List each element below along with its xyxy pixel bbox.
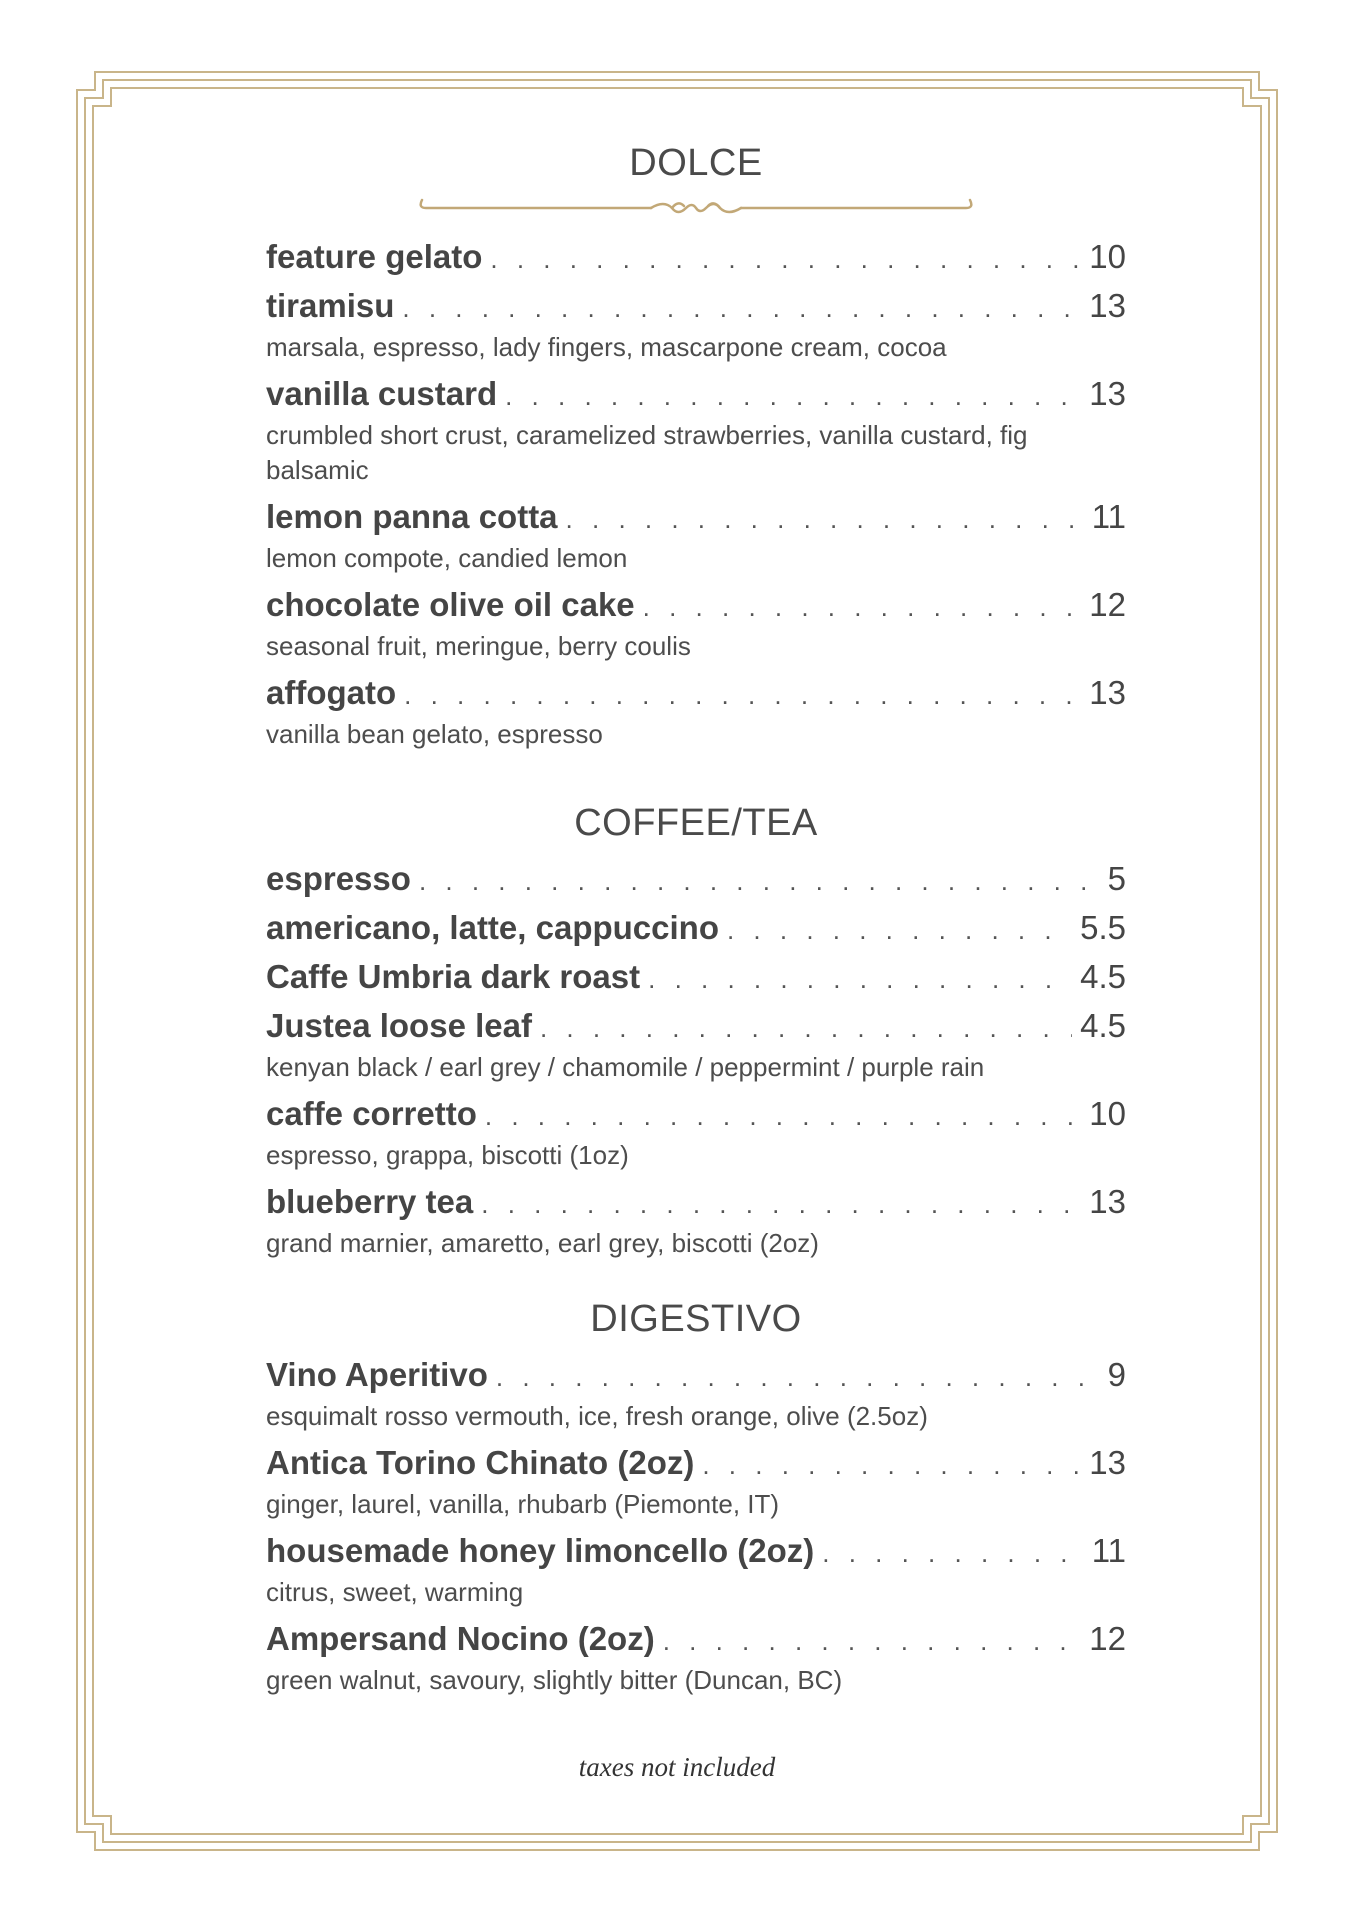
dot-leader: [663, 1617, 1082, 1666]
menu-item-row: [266, 580, 1126, 629]
menu-item-row: [266, 854, 1126, 903]
menu-item-price: 11: [1091, 1532, 1126, 1569]
menu-item-description: seasonal fruit, meringue, berry coulis: [266, 631, 691, 661]
menu-item-price: 5.5: [1080, 909, 1126, 946]
menu-item: [266, 492, 1126, 576]
menu-item-row: [266, 668, 1126, 717]
menu-item-name: chocolate olive oil cake: [266, 586, 635, 623]
menu-item: [266, 369, 1126, 488]
menu-item-description: grand marnier, amaretto, earl grey, biscotti (2oz): [266, 1228, 819, 1258]
menu-item-name: Ampersand Nocino (2oz): [266, 1620, 655, 1657]
menu-item-name: feature gelato: [266, 238, 483, 275]
menu-item-row: [266, 281, 1126, 330]
dot-leader: [648, 955, 1072, 1004]
menu-item-price: 12: [1089, 1620, 1126, 1657]
dot-leader: [402, 284, 1081, 333]
dot-leader: [643, 583, 1082, 632]
taxes-note: taxes not included: [578, 1752, 776, 1782]
menu-item-name: Vino Aperitivo: [266, 1356, 488, 1393]
menu-item-price: 10: [1089, 1095, 1126, 1132]
menu-item: [266, 854, 1126, 903]
menu-item-price: 13: [1089, 674, 1126, 711]
menu-item-price: 13: [1089, 1444, 1126, 1481]
menu-item-row: [266, 232, 1126, 281]
dot-leader: [505, 372, 1081, 421]
menu-item-name: vanilla custard: [266, 375, 498, 412]
menu-item-name: Caffe Umbria dark roast: [266, 958, 641, 995]
menu-item-price: 13: [1089, 375, 1126, 412]
menu-item-name: americano, latte, cappuccino: [266, 909, 719, 946]
menu-item: [266, 1526, 1126, 1610]
menu-item-name: espresso: [266, 860, 411, 897]
menu-section: [266, 800, 1126, 1265]
section-title: DIGESTIVO: [590, 1298, 802, 1340]
menu-item-name: caffe corretto: [266, 1095, 477, 1132]
menu-item-description: crumbled short crust, caramelized strawberries, vanilla custard, fig balsamic: [266, 420, 1028, 485]
menu-section: [266, 1296, 1126, 1702]
menu-item-description: vanilla bean gelato, espresso: [266, 719, 603, 749]
menu-item-name: housemade honey limoncello (2oz): [266, 1532, 815, 1569]
dot-leader: [490, 235, 1081, 284]
menu-item-description: marsala, espresso, lady fingers, mascarpone cream, cocoa: [266, 332, 947, 362]
menu-item-row: [266, 1001, 1126, 1050]
menu-item-price: 5: [1107, 860, 1126, 897]
menu-item-name: affogato: [266, 674, 397, 711]
menu-item-row: [266, 1350, 1126, 1399]
ornamental-divider-icon: [416, 194, 976, 222]
menu-item: [266, 1089, 1126, 1173]
menu-item-description: espresso, grappa, biscotti (1oz): [266, 1140, 629, 1170]
dot-leader: [540, 1004, 1072, 1053]
menu-item-price: 4.5: [1080, 1007, 1126, 1044]
menu-item-name: Antica Torino Chinato (2oz): [266, 1444, 695, 1481]
menu-item-price: 12: [1089, 586, 1126, 623]
dot-leader: [702, 1441, 1081, 1490]
menu-item-description: citrus, sweet, warming: [266, 1577, 524, 1607]
menu-item: [266, 1438, 1126, 1522]
menu-item-description: ginger, laurel, vanilla, rhubarb (Piemonte, IT): [266, 1489, 780, 1519]
menu-item-row: [266, 1438, 1126, 1487]
section-title: COFFEE/TEA: [574, 802, 818, 844]
menu-item-row: [266, 1177, 1126, 1226]
menu-item: [266, 580, 1126, 664]
menu-item-description: kenyan black / earl grey / chamomile / peppermint / purple rain: [266, 1052, 985, 1082]
menu-item-price: 13: [1089, 287, 1126, 324]
dot-leader: [485, 1092, 1081, 1141]
dot-leader: [419, 857, 1100, 906]
menu-item: [266, 1177, 1126, 1261]
menu-item-row: [266, 952, 1126, 1001]
dot-leader: [496, 1353, 1100, 1402]
menu-item: [266, 1001, 1126, 1085]
menu-item-row: [266, 903, 1126, 952]
menu-item-row: [266, 1089, 1126, 1138]
menu-section: [266, 140, 1126, 756]
menu-item-price: 9: [1107, 1356, 1126, 1393]
menu-item-name: tiramisu: [266, 287, 395, 324]
dot-leader: [822, 1529, 1083, 1578]
menu-item: [266, 903, 1126, 952]
menu-item-description: green walnut, savoury, slightly bitter (Duncan, BC): [266, 1665, 843, 1695]
dot-leader: [566, 495, 1084, 544]
menu-item-price: 4.5: [1080, 958, 1126, 995]
menu-item-price: 10: [1089, 238, 1126, 275]
menu-item-price: 13: [1089, 1183, 1126, 1220]
section-title: DOLCE: [629, 142, 763, 184]
menu-item-row: [266, 369, 1126, 418]
dot-leader: [481, 1180, 1081, 1229]
menu-item: [266, 1350, 1126, 1434]
dot-leader: [404, 671, 1081, 720]
menu-item: [266, 952, 1126, 1001]
menu-item-row: [266, 1614, 1126, 1663]
menu-item: [266, 668, 1126, 752]
menu-item-price: 11: [1091, 498, 1126, 535]
menu-item-name: lemon panna cotta: [266, 498, 558, 535]
menu-item-description: esquimalt rosso vermouth, ice, fresh orange, olive (2.5oz): [266, 1401, 928, 1431]
menu-item-row: [266, 492, 1126, 541]
menu-item-name: Justea loose leaf: [266, 1007, 532, 1044]
menu-item-name: blueberry tea: [266, 1183, 474, 1220]
menu-item-row: [266, 1526, 1126, 1575]
menu-item: [266, 281, 1126, 365]
dot-leader: [727, 906, 1072, 955]
menu-item: [266, 1614, 1126, 1698]
menu-item: [266, 232, 1126, 281]
menu-item-description: lemon compote, candied lemon: [266, 543, 628, 573]
